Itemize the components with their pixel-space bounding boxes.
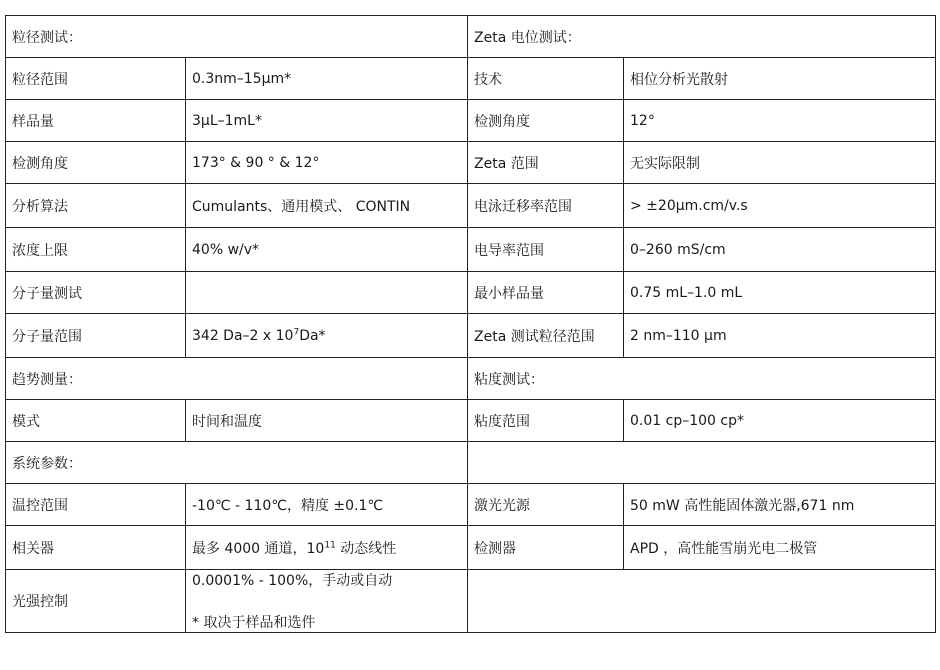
value-cell: 0–260 mS/cm (624, 228, 936, 272)
value-cell: Cumulants、通用模式、 CONTIN (186, 184, 468, 228)
section-row (6, 358, 936, 400)
correlator-prefix: 最多 4000 通道，10 (192, 540, 325, 557)
label-cell: Zeta 范围 (468, 142, 624, 184)
empty-cell (468, 570, 936, 633)
label-cell: 温控范围 (6, 484, 186, 526)
value-cell (186, 314, 468, 358)
correlator-suffix: 动态线性 (335, 540, 397, 557)
label-cell: Zeta 测试粒径范围 (468, 314, 624, 358)
particle-size-header: 粒径测试： (6, 16, 468, 58)
value-cell: 时间和温度 (186, 400, 468, 442)
table-row (6, 526, 936, 570)
value-cell: 0.75 mL–1.0 mL (624, 272, 936, 314)
value-cell: -10℃ - 110℃，精度 ±0.1℃ (186, 484, 468, 526)
table-row (6, 142, 936, 184)
correlator-exponent: 11 (324, 539, 336, 550)
label-cell: 检测器 (468, 526, 624, 570)
mw-range-prefix: 342 Da–2 x 10 (192, 327, 294, 344)
label-cell: 最小样品量 (468, 272, 624, 314)
value-cell: 0.01 cp–100 cp* (624, 400, 936, 442)
mw-range-exponent: 7 (293, 326, 300, 337)
value-cell (186, 570, 468, 633)
table-row (6, 100, 936, 142)
light-value: 0.0001% - 100%，手动或自动 (192, 573, 393, 589)
table-row (6, 314, 936, 358)
value-cell (186, 526, 468, 570)
value-cell: 无实际限制 (624, 142, 936, 184)
zeta-header: Zeta 电位测试： (468, 16, 936, 58)
table-row (6, 570, 936, 633)
trend-header: 趋势测量： (6, 358, 468, 400)
value-cell (186, 272, 468, 314)
label-cell: 相关器 (6, 526, 186, 570)
section-row (6, 442, 936, 484)
label-cell: 分子量范围 (6, 314, 186, 358)
label-cell: 电导率范围 (468, 228, 624, 272)
table-row (6, 272, 936, 314)
label-cell: 分子量测试 (6, 272, 186, 314)
label-cell: 粘度范围 (468, 400, 624, 442)
label-cell: 模式 (6, 400, 186, 442)
table-row (6, 484, 936, 526)
value-cell: 40% w/v* (186, 228, 468, 272)
label-cell: 样品量 (6, 100, 186, 142)
value-cell: > ±20μm.cm/v.s (624, 184, 936, 228)
value-cell: 0.3nm–15μm* (186, 58, 468, 100)
label-cell: 浓度上限 (6, 228, 186, 272)
label-cell: 技术 (468, 58, 624, 100)
label-cell: 检测角度 (468, 100, 624, 142)
value-cell: APD ，高性能雪崩光电二极管 (624, 526, 936, 570)
spec-table (5, 15, 936, 633)
viscosity-header: 粘度测试： (468, 358, 936, 400)
label-cell: 电泳迁移率范围 (468, 184, 624, 228)
system-header: 系统参数： (6, 442, 468, 484)
table-row (6, 228, 936, 272)
empty-cell (468, 442, 936, 484)
label-cell: 检测角度 (6, 142, 186, 184)
mw-range-suffix: Da* (299, 327, 326, 344)
label-cell: 分析算法 (6, 184, 186, 228)
section-row (6, 16, 936, 58)
table-row (6, 58, 936, 100)
label-cell: 激光光源 (468, 484, 624, 526)
table-row (6, 400, 936, 442)
value-cell: 3μL–1mL* (186, 100, 468, 142)
value-cell: 2 nm–110 μm (624, 314, 936, 358)
value-cell: 相位分析光散射 (624, 58, 936, 100)
label-cell: 光强控制 (6, 570, 186, 633)
label-cell: 粒径范围 (6, 58, 186, 100)
value-cell: 50 mW 高性能固体激光器,671 nm (624, 484, 936, 526)
value-cell: 173° & 90 ° & 12° (186, 142, 468, 184)
table-row (6, 184, 936, 228)
footnote: * 取决于样品和选件 (192, 615, 316, 631)
value-cell: 12° (624, 100, 936, 142)
